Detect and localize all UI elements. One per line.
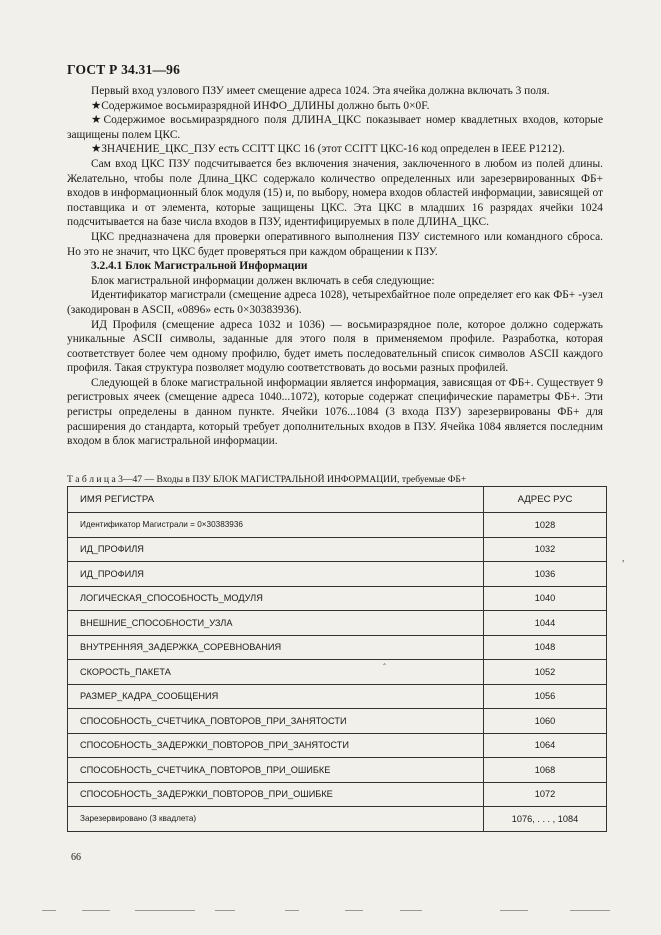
register-name: ВНУТРЕННЯЯ_ЗАДЕРЖКА_СОРЕВНОВАНИЯ	[68, 635, 484, 660]
paragraph: ЦКС предназначена для проверки оперативного выполнения ПЗУ системного или командного сброса. Но это не значит, что ЦКС будет проверяться при каждом обращении к ПЗУ.	[67, 230, 603, 258]
register-name: Зарезервировано (3 квадлета)	[68, 807, 484, 832]
page-number: 66	[71, 852, 81, 863]
scan-dash	[500, 910, 528, 911]
register-address: 1056	[484, 684, 607, 709]
section-heading: 3.2.4.1 Блок Магистральной Информации	[91, 260, 308, 273]
scan-dash	[42, 910, 56, 911]
document-header: ГОСТ Р 34.31—96	[67, 62, 181, 77]
table-row	[68, 537, 607, 562]
table-row	[68, 758, 607, 783]
table-row	[68, 611, 607, 636]
table-row	[68, 635, 607, 660]
register-address: 1048	[484, 635, 607, 660]
register-address: 1040	[484, 586, 607, 611]
paragraph: Первый вход узлового ПЗУ имеет смещение адреса 1024. Эта ячейка должна включать 3 поля.	[91, 85, 550, 97]
register-address: 1072	[484, 782, 607, 807]
register-address: 1060	[484, 709, 607, 734]
register-name: СПОСОБНОСТЬ_ЗАДЕРЖКИ_ПОВТОРОВ_ПРИ_ЗАНЯТОСТИ	[68, 733, 484, 758]
column-header-name: ИМЯ РЕГИСТРА	[68, 487, 484, 513]
table-row	[68, 709, 607, 734]
register-address: 1076, . . . , 1084	[484, 807, 607, 832]
paragraph: Идентификатор магистрали (смещение адреса 1028), четырехбайтное поле определяет его как ФБ+ -узел (закодирован в ASCII, «0896» есть 0×30383936).	[67, 289, 603, 316]
scan-dash	[215, 910, 235, 911]
register-name: Идентификатор Магистрали = 0×30383936	[68, 513, 484, 538]
scan-speck: ˆ	[383, 662, 386, 672]
table-header-row	[68, 487, 607, 513]
scan-dash	[285, 910, 299, 911]
register-name: СПОСОБНОСТЬ_СЧЕТЧИКА_ПОВТОРОВ_ПРИ_ЗАНЯТОСТИ	[68, 709, 484, 734]
paragraph: Блок магистральной информации должен включать в себя следующие:	[91, 274, 435, 287]
register-name: ИД_ПРОФИЛЯ	[68, 562, 484, 587]
table-row	[68, 782, 607, 807]
column-header-address: АДРЕС РУС	[484, 487, 607, 513]
paragraph: ★ЗНАЧЕНИЕ_ЦКС_ПЗУ есть CCITT ЦКС 16 (этот CCITT ЦКС-16 код определен в IEEE P1212).	[91, 143, 565, 156]
register-address: 1044	[484, 611, 607, 636]
scan-dash	[345, 910, 363, 911]
register-address: 1052	[484, 660, 607, 685]
register-address: 1036	[484, 562, 607, 587]
register-name: ВНЕШНИЕ_СПОСОБНОСТИ_УЗЛА	[68, 611, 484, 636]
table-row	[68, 733, 607, 758]
paragraph: ИД Профиля (смещение адреса 1032 и 1036) — восьмиразрядное поле, которое должно содержать уникальные ASCII символы, заданные для этого поля в применяемом профиле. Разработка, которая соответствует более чем одному профилю, будет иметь последовательный список символов ASCII каждого профиля. Такая структура позволяет модулю соответствовать до восьми разных профилей.	[67, 318, 603, 375]
register-address: 1068	[484, 758, 607, 783]
paragraph: ★Содержимое восьмиразрядного поля ДЛИНА_ЦКС показывает номер квадлетных входов, которые защищены полем ЦКС.	[67, 114, 603, 141]
register-name: СПОСОБНОСТЬ_ЗАДЕРЖКИ_ПОВТОРОВ_ПРИ_ОШИБКЕ	[68, 782, 484, 807]
table-caption: Т а б л и ц а 3—47 — Входы в ПЗУ БЛОК МАГИСТРАЛЬНОЙ ИНФОРМАЦИИ, требуемые ФБ+	[67, 474, 467, 485]
scan-dash	[400, 910, 422, 911]
register-name: СКОРОСТЬ_ПАКЕТА	[68, 660, 484, 685]
register-name: ЛОГИЧЕСКАЯ_СПОСОБНОСТЬ_МОДУЛЯ	[68, 586, 484, 611]
paragraph: Сам вход ЦКС ПЗУ подсчитывается без включения значения, заключенного в любом из полей длины. Желательно, чтобы поле Длина_ЦКС содержало количество определенных или зарезервированных ФБ+ входов в информационный блок модуля (15) и, по выбору, номера входов областей информации, зависящей от поставщика и от элемента, которые защищены ЦКС. Эта ЦКС в младших 16 разрядах ячейки 1024 подсчитывается на базе числа входов в ПЗУ, идентифицируемых в поле ДЛИНА_ЦКС.	[67, 157, 603, 229]
table-row	[68, 586, 607, 611]
table-row	[68, 562, 607, 587]
paragraph: ★Содержимое восьмиразрядной ИНФО_ДЛИНЫ должно быть 0×0F.	[91, 99, 430, 112]
scan-speck: ,	[622, 553, 625, 564]
scan-dash	[135, 910, 195, 911]
register-name: СПОСОБНОСТЬ_СЧЕТЧИКА_ПОВТОРОВ_ПРИ_ОШИБКЕ	[68, 758, 484, 783]
paragraph: Следующей в блоке магистральной информации является информация, зависящая от ФБ+. Существует 9 регистровых ячеек (смещение адреса 1040...1072), которые содержат специфические параметры ФБ+. Эти регистры определены в данном пункте. Ячейки 1076...1084 (3 входа ПЗУ) зарезервированы ФБ+ для расширения до стандарта, который требует дополнительных входов в ПЗУ. Ячейка 1084 является последним входом в блок магистральной информации.	[67, 376, 603, 448]
scan-dash	[570, 910, 610, 911]
register-address: 1032	[484, 537, 607, 562]
table-row	[68, 807, 607, 832]
register-table	[67, 486, 607, 832]
register-address: 1064	[484, 733, 607, 758]
table-row	[68, 660, 607, 685]
body-text	[67, 84, 603, 449]
register-name: РАЗМЕР_КАДРА_СООБЩЕНИЯ	[68, 684, 484, 709]
register-address: 1028	[484, 513, 607, 538]
table-row	[68, 684, 607, 709]
scan-dash	[82, 910, 110, 911]
register-name: ИД_ПРОФИЛЯ	[68, 537, 484, 562]
table-row	[68, 513, 607, 538]
